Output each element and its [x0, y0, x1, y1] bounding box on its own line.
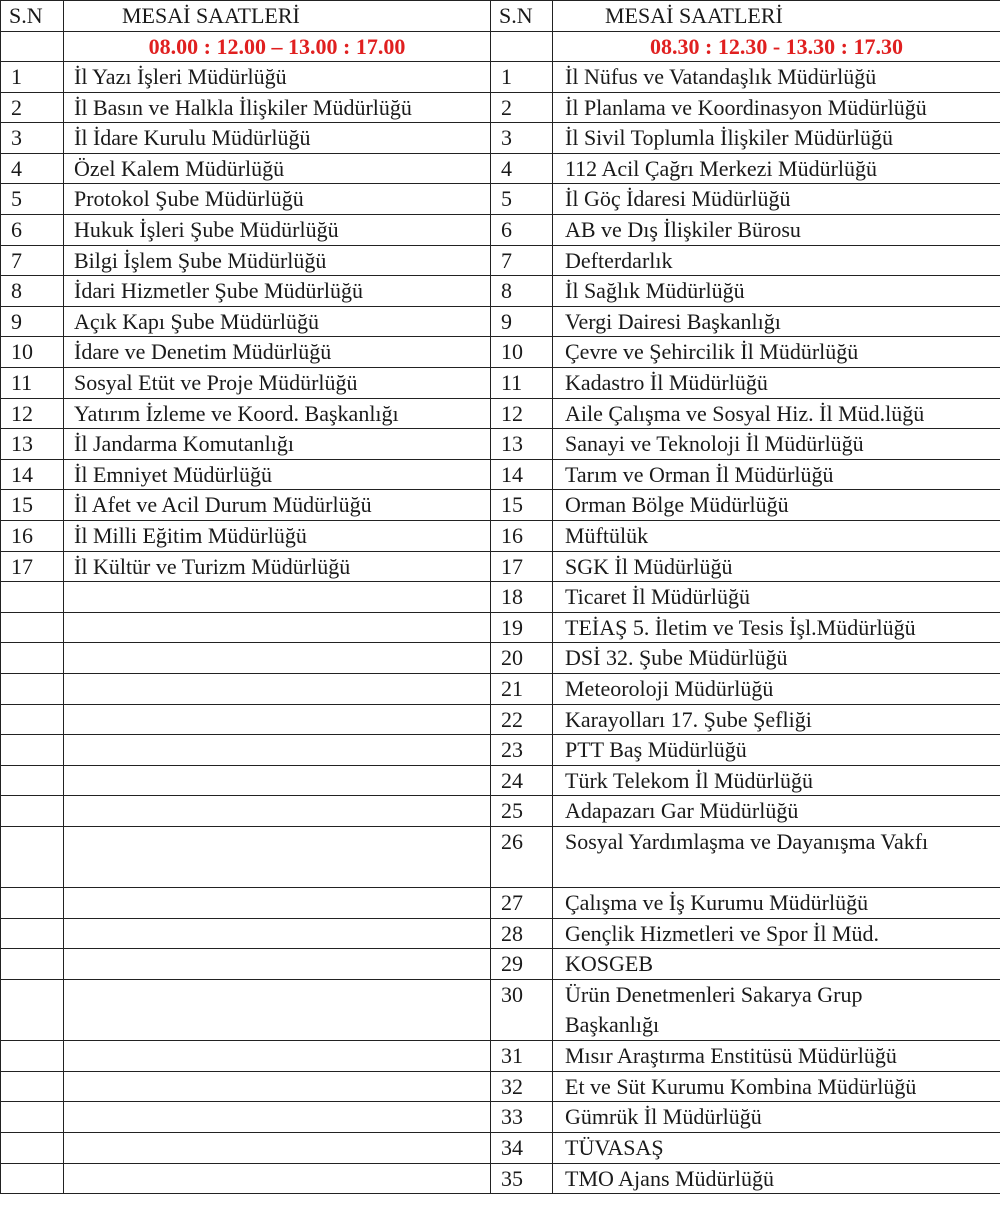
right-office-name: Vergi Dairesi Başkanlığı: [553, 307, 1000, 337]
left-sn: [1, 888, 64, 918]
table-row: [0, 490, 1000, 521]
right-office-name: Müftülük: [553, 521, 1000, 551]
left-sn: [1, 949, 64, 979]
right-office-name: Sosyal Yardımlaşma ve Dayanışma Vakfı: [553, 827, 1000, 887]
left-office-name: [64, 919, 491, 949]
right-sn: 22: [491, 705, 553, 735]
left-sn: 8: [1, 276, 64, 306]
left-sn: 17: [1, 552, 64, 582]
left-sn: [1, 735, 64, 765]
left-sn: 1: [1, 62, 64, 92]
right-sn: 10: [491, 337, 553, 367]
table-row: [0, 368, 1000, 399]
left-sn: [1, 643, 64, 673]
right-office-name: Çevre ve Şehircilik İl Müdürlüğü: [553, 337, 1000, 367]
right-sn: 23: [491, 735, 553, 765]
right-office-name: Tarım ve Orman İl Müdürlüğü: [553, 460, 1000, 490]
left-sn: [1, 613, 64, 643]
table-row: [0, 643, 1000, 674]
table-row: [0, 521, 1000, 552]
table-row: [0, 154, 1000, 185]
left-sn: [1, 1102, 64, 1132]
left-sn: [1, 980, 64, 1040]
left-office-name: [64, 1133, 491, 1163]
hours-empty-right: [491, 32, 553, 61]
right-sn: 15: [491, 490, 553, 520]
right-office-name: Mısır Araştırma Enstitüsü Müdürlüğü: [553, 1041, 1000, 1071]
right-sn: 9: [491, 307, 553, 337]
table-row: [0, 1133, 1000, 1164]
title-header-left: MESAİ SAATLERİ: [64, 1, 491, 31]
table-row: [0, 1072, 1000, 1103]
right-sn: 21: [491, 674, 553, 704]
left-office-name: [64, 980, 491, 1040]
left-sn: 11: [1, 368, 64, 398]
left-office-name: İl Yazı İşleri Müdürlüğü: [64, 62, 491, 92]
left-office-name: [64, 582, 491, 612]
right-office-name: İl Planlama ve Koordinasyon Müdürlüğü: [553, 93, 1000, 123]
right-office-name: TEİAŞ 5. İletim ve Tesis İşl.Müdürlüğü: [553, 613, 1000, 643]
left-sn: [1, 705, 64, 735]
right-office-name: Orman Bölge Müdürlüğü: [553, 490, 1000, 520]
right-office-name: İl Göç İdaresi Müdürlüğü: [553, 184, 1000, 214]
right-office-name: Gümrük İl Müdürlüğü: [553, 1102, 1000, 1132]
left-office-name: [64, 796, 491, 826]
table-row: [0, 582, 1000, 613]
left-sn: [1, 827, 64, 887]
header-row: [0, 0, 1000, 32]
right-sn: 28: [491, 919, 553, 949]
right-sn: 31: [491, 1041, 553, 1071]
left-sn: 2: [1, 93, 64, 123]
right-sn: 3: [491, 123, 553, 153]
table-row: [0, 919, 1000, 950]
left-sn: 16: [1, 521, 64, 551]
table-row: [0, 93, 1000, 124]
table-row: [0, 949, 1000, 980]
left-office-name: İl Jandarma Komutanlığı: [64, 429, 491, 459]
left-office-name: Protokol Şube Müdürlüğü: [64, 184, 491, 214]
right-sn: 32: [491, 1072, 553, 1102]
right-sn: 1: [491, 62, 553, 92]
left-office-name: [64, 674, 491, 704]
table-row: [0, 552, 1000, 583]
left-office-name: [64, 888, 491, 918]
right-sn: 25: [491, 796, 553, 826]
right-sn: 12: [491, 399, 553, 429]
right-office-name: Çalışma ve İş Kurumu Müdürlüğü: [553, 888, 1000, 918]
left-office-name: [64, 1041, 491, 1071]
left-office-name: [64, 827, 491, 887]
table-row: [0, 888, 1000, 919]
left-office-name: İl Afet ve Acil Durum Müdürlüğü: [64, 490, 491, 520]
left-office-name: Yatırım İzleme ve Koord. Başkanlığı: [64, 399, 491, 429]
right-office-name: KOSGEB: [553, 949, 1000, 979]
left-sn: [1, 674, 64, 704]
table-row: [0, 796, 1000, 827]
table-row: [0, 613, 1000, 644]
table-row: [0, 674, 1000, 705]
left-office-name: [64, 949, 491, 979]
right-office-name: İl Nüfus ve Vatandaşlık Müdürlüğü: [553, 62, 1000, 92]
right-sn: 20: [491, 643, 553, 673]
table-row: [0, 827, 1000, 888]
left-office-name: Bilgi İşlem Şube Müdürlüğü: [64, 246, 491, 276]
left-office-name: [64, 766, 491, 796]
hours-empty-left: [1, 32, 64, 61]
left-office-name: Özel Kalem Müdürlüğü: [64, 154, 491, 184]
hours-left: 08.00 : 12.00 – 13.00 : 17.00: [64, 32, 491, 61]
left-sn: 10: [1, 337, 64, 367]
hours-right: 08.30 : 12.30 - 13.30 : 17.30: [553, 32, 1000, 61]
left-office-name: Açık Kapı Şube Müdürlüğü: [64, 307, 491, 337]
right-sn: 6: [491, 215, 553, 245]
left-sn: [1, 766, 64, 796]
hours-row: [0, 32, 1000, 62]
table-row: [0, 1102, 1000, 1133]
right-sn: 5: [491, 184, 553, 214]
left-sn: [1, 1072, 64, 1102]
table-row: [0, 980, 1000, 1041]
table-row: [0, 1164, 1000, 1195]
table-row: [0, 123, 1000, 154]
table-row: [0, 705, 1000, 736]
left-sn: [1, 919, 64, 949]
right-sn: 34: [491, 1133, 553, 1163]
right-office-name: SGK İl Müdürlüğü: [553, 552, 1000, 582]
right-sn: 8: [491, 276, 553, 306]
right-office-name: Gençlik Hizmetleri ve Spor İl Müd.: [553, 919, 1000, 949]
right-sn: 11: [491, 368, 553, 398]
left-sn: [1, 796, 64, 826]
right-office-name: Türk Telekom İl Müdürlüğü: [553, 766, 1000, 796]
table-row: [0, 246, 1000, 277]
right-sn: 29: [491, 949, 553, 979]
left-sn: [1, 1164, 64, 1194]
right-sn: 16: [491, 521, 553, 551]
left-sn: [1, 582, 64, 612]
table-row: [0, 184, 1000, 215]
right-office-name: PTT Baş Müdürlüğü: [553, 735, 1000, 765]
right-sn: 33: [491, 1102, 553, 1132]
left-office-name: Sosyal Etüt ve Proje Müdürlüğü: [64, 368, 491, 398]
left-office-name: [64, 1102, 491, 1132]
right-office-name: TÜVASAŞ: [553, 1133, 1000, 1163]
right-sn: 35: [491, 1164, 553, 1194]
table-row: [0, 307, 1000, 338]
title-header-right: MESAİ SAATLERİ: [553, 1, 1000, 31]
left-sn: [1, 1041, 64, 1071]
left-sn: 3: [1, 123, 64, 153]
right-office-name: Aile Çalışma ve Sosyal Hiz. İl Müd.lüğü: [553, 399, 1000, 429]
left-office-name: İl Basın ve Halkla İlişkiler Müdürlüğü: [64, 93, 491, 123]
right-office-name: Kadastro İl Müdürlüğü: [553, 368, 1000, 398]
table-row: [0, 337, 1000, 368]
left-sn: [1, 1133, 64, 1163]
right-office-name: Ticaret İl Müdürlüğü: [553, 582, 1000, 612]
right-sn: 2: [491, 93, 553, 123]
left-office-name: İl Kültür ve Turizm Müdürlüğü: [64, 552, 491, 582]
left-sn: 9: [1, 307, 64, 337]
right-office-name: 112 Acil Çağrı Merkezi Müdürlüğü: [553, 154, 1000, 184]
left-office-name: [64, 705, 491, 735]
right-sn: 4: [491, 154, 553, 184]
left-office-name: İdari Hizmetler Şube Müdürlüğü: [64, 276, 491, 306]
left-office-name: [64, 1072, 491, 1102]
table-row: [0, 1041, 1000, 1072]
left-sn: 14: [1, 460, 64, 490]
left-sn: 5: [1, 184, 64, 214]
table-row: [0, 62, 1000, 93]
right-office-name: Defterdarlık: [553, 246, 1000, 276]
right-office-name: DSİ 32. Şube Müdürlüğü: [553, 643, 1000, 673]
left-office-name: Hukuk İşleri Şube Müdürlüğü: [64, 215, 491, 245]
left-sn: 6: [1, 215, 64, 245]
right-sn: 18: [491, 582, 553, 612]
left-sn: 12: [1, 399, 64, 429]
sn-header-left: S.N: [1, 1, 64, 31]
right-sn: 14: [491, 460, 553, 490]
table-row: [0, 215, 1000, 246]
sn-header-right: S.N: [491, 1, 553, 31]
right-office-name: Sanayi ve Teknoloji İl Müdürlüğü: [553, 429, 1000, 459]
right-sn: 7: [491, 246, 553, 276]
left-office-name: İl Milli Eğitim Müdürlüğü: [64, 521, 491, 551]
right-sn: 13: [491, 429, 553, 459]
right-office-name: İl Sağlık Müdürlüğü: [553, 276, 1000, 306]
left-sn: 13: [1, 429, 64, 459]
left-office-name: İl İdare Kurulu Müdürlüğü: [64, 123, 491, 153]
table-row: [0, 735, 1000, 766]
right-sn: 26: [491, 827, 553, 887]
right-office-name: Adapazarı Gar Müdürlüğü: [553, 796, 1000, 826]
left-sn: 4: [1, 154, 64, 184]
left-office-name: [64, 735, 491, 765]
left-office-name: [64, 613, 491, 643]
right-sn: 27: [491, 888, 553, 918]
left-office-name: [64, 1164, 491, 1194]
right-office-name: İl Sivil Toplumla İlişkiler Müdürlüğü: [553, 123, 1000, 153]
right-sn: 30: [491, 980, 553, 1040]
left-office-name: İdare ve Denetim Müdürlüğü: [64, 337, 491, 367]
right-office-name: Ürün Denetmenleri Sakarya Grup Başkanlığı: [553, 980, 1000, 1040]
right-sn: 19: [491, 613, 553, 643]
right-office-name: Meteoroloji Müdürlüğü: [553, 674, 1000, 704]
table-row: [0, 429, 1000, 460]
left-office-name: [64, 643, 491, 673]
table-row: [0, 460, 1000, 491]
left-sn: 15: [1, 490, 64, 520]
right-office-name: Et ve Süt Kurumu Kombina Müdürlüğü: [553, 1072, 1000, 1102]
table-row: [0, 766, 1000, 797]
right-sn: 17: [491, 552, 553, 582]
right-office-name: Karayolları 17. Şube Şefliği: [553, 705, 1000, 735]
table-row: [0, 399, 1000, 430]
left-sn: 7: [1, 246, 64, 276]
left-office-name: İl Emniyet Müdürlüğü: [64, 460, 491, 490]
right-sn: 24: [491, 766, 553, 796]
right-office-name: TMO Ajans Müdürlüğü: [553, 1164, 1000, 1194]
table-row: [0, 276, 1000, 307]
right-office-name: AB ve Dış İlişkiler Bürosu: [553, 215, 1000, 245]
